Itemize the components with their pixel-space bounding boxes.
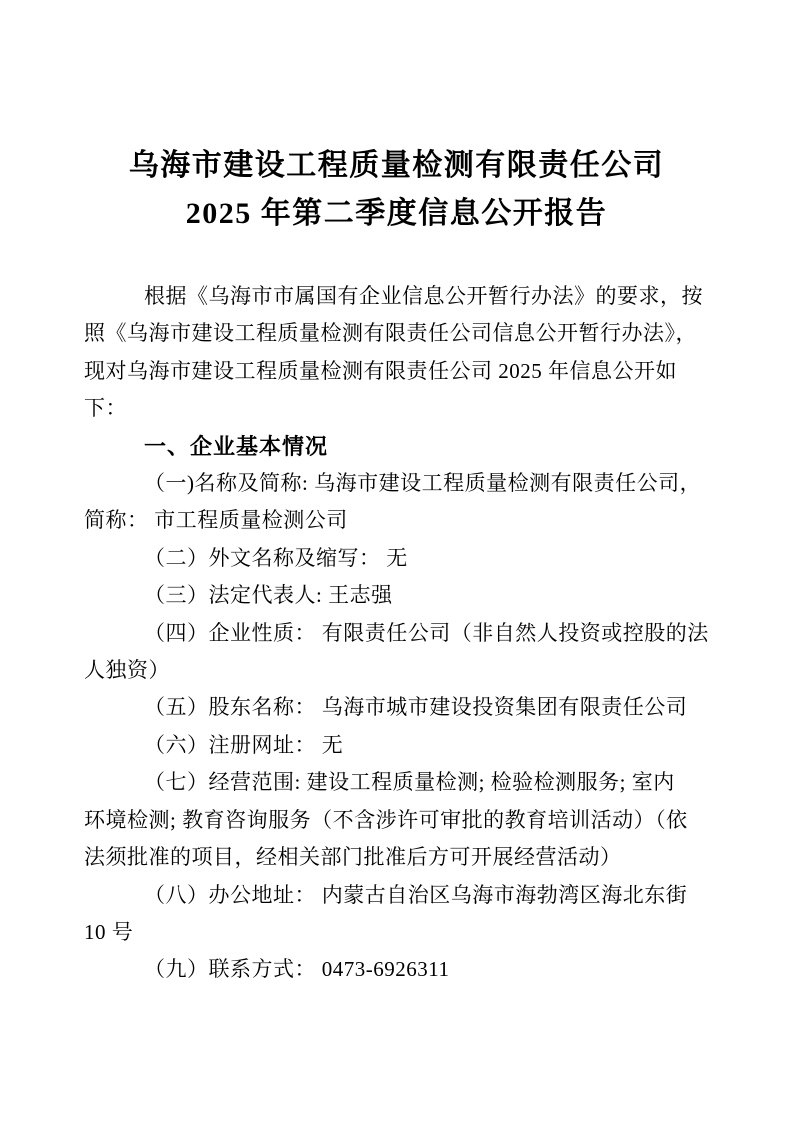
body-text-line: （六）注册网址： 无 (144, 732, 344, 757)
body-text-line: 10 号 (84, 919, 134, 944)
document-title-line-2: 2025 年第二季度信息公开报告 (185, 197, 608, 230)
document-body (84, 278, 707, 989)
body-text-line: 根据《乌海市市属国有企业信息公开暂行办法》的要求，按 (144, 284, 703, 308)
body-text-line: （二）外文名称及缩写： 无 (144, 545, 408, 570)
section-heading: 一、企业基本情况 (144, 433, 329, 459)
body-text-line: 法须批准的项目，经相关部门批准后方可开展经营活动） (84, 845, 622, 870)
body-text-line: （七）经营范围: 建设工程质量检测; 检验检测服务; 室内 (144, 770, 675, 795)
body-text-line: （八）办公地址： 内蒙古自治区乌海市海勃湾区海北东街 (144, 882, 688, 907)
body-text-line: （一)名称及简称: 乌海市建设工程质量检测有限责任公司， (144, 471, 702, 496)
body-text-line: 人独资） (84, 658, 170, 683)
body-text-line: （三）法定代表人: 王志强 (144, 583, 393, 608)
body-text-line: 环境检测; 教育咨询服务（不含涉许可审批的教育培训活动）（依 (84, 807, 688, 832)
document-title (0, 0, 793, 238)
body-text-line: 下： (84, 396, 127, 421)
body-text-line: （九）联系方式： 0473-6926311 (144, 957, 450, 982)
body-text-line: （五）股东名称： 乌海市城市建设投资集团有限责任公司 (144, 695, 688, 720)
body-text-line: （四）企业性质： 有限责任公司（非自然人投资或控股的法 (144, 620, 709, 645)
body-text-line: 简称： 市工程质量检测公司 (84, 508, 348, 533)
body-text-line: 现对乌海市建设工程质量检测有限责任公司 2025 年信息公开如 (84, 358, 677, 383)
document-title-line-1: 乌海市建设工程质量检测有限责任公司 (128, 149, 665, 182)
body-text-line: 照《乌海市建设工程质量检测有限责任公司信息公开暂行办法》， (84, 321, 697, 346)
